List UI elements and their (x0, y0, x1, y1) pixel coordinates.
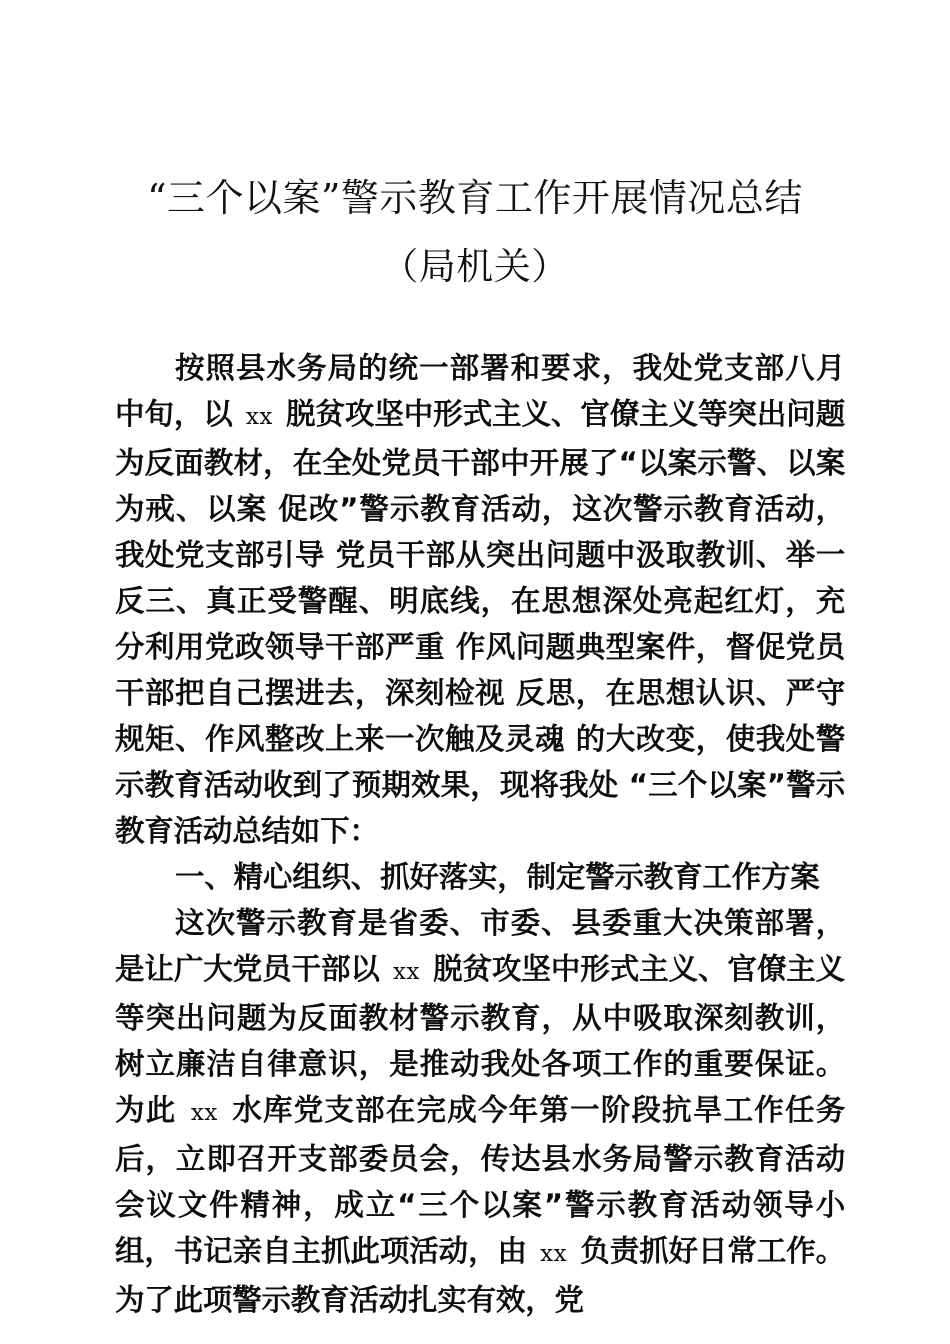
page-subtitle: （局机关） (381, 245, 569, 288)
redacted-placeholder: xx (393, 959, 420, 985)
page-title: “三个以案”警示教育工作开展情况总结 (147, 176, 803, 220)
redacted-placeholder: xx (190, 1100, 218, 1126)
paragraph-intro: 按照县水务局的统一部署和要求，我处党支部八月中旬，以 xx 脱贫攻坚中形式主义、官僚主义等突出问题为反面教材，在全处党员干部中开展了“以案示警、以案为戒、以案 促改”警示教育活动，这次警示教育活动，我处党支部引导 党员干部从突出问题中汲取教训、举一反三、真正受警醒、明底线，在思想深处亮起红灯，充分利用党政领导干部严重 作风问题典型案件，督促党员干部把自己摆进去，深刻检视 反思，在思想认识、严守规矩、作风整改上来一次触及灵魂 的大改变，使我处警示教育活动收到了预期效果，现将我处 “三个以案”警示教育活动总结如下： (115, 351, 845, 848)
paragraph-section-1-body: 这次警示教育是省委、市委、县委重大决策部署，是让广大党员干部以 xx 脱贫攻坚中形式主义、官僚主义等突出问题为反面教材警示教育，从中吸取深刻教训，树立廉洁自律意识，是推动我处各项工作的重要保证。为此 xx 水库党支部在完成今年第一阶段抗旱工作任务后，立即召开支部委员会，传达县水务局警示教育活动会议文件精神，成立“三个以案”警示教育活动领导小组，书记亲自主抓此项活动，由 xx 负责抓好日常工作。为了此项警示教育活动扎实有效，党 (115, 906, 845, 1317)
redacted-placeholder: xx (540, 1241, 568, 1267)
document-body (115, 345, 845, 1323)
section-heading-1: 一、精心组织、抓好落实，制定警示教育工作方案 (175, 860, 820, 894)
redacted-placeholder: xx (245, 404, 273, 430)
